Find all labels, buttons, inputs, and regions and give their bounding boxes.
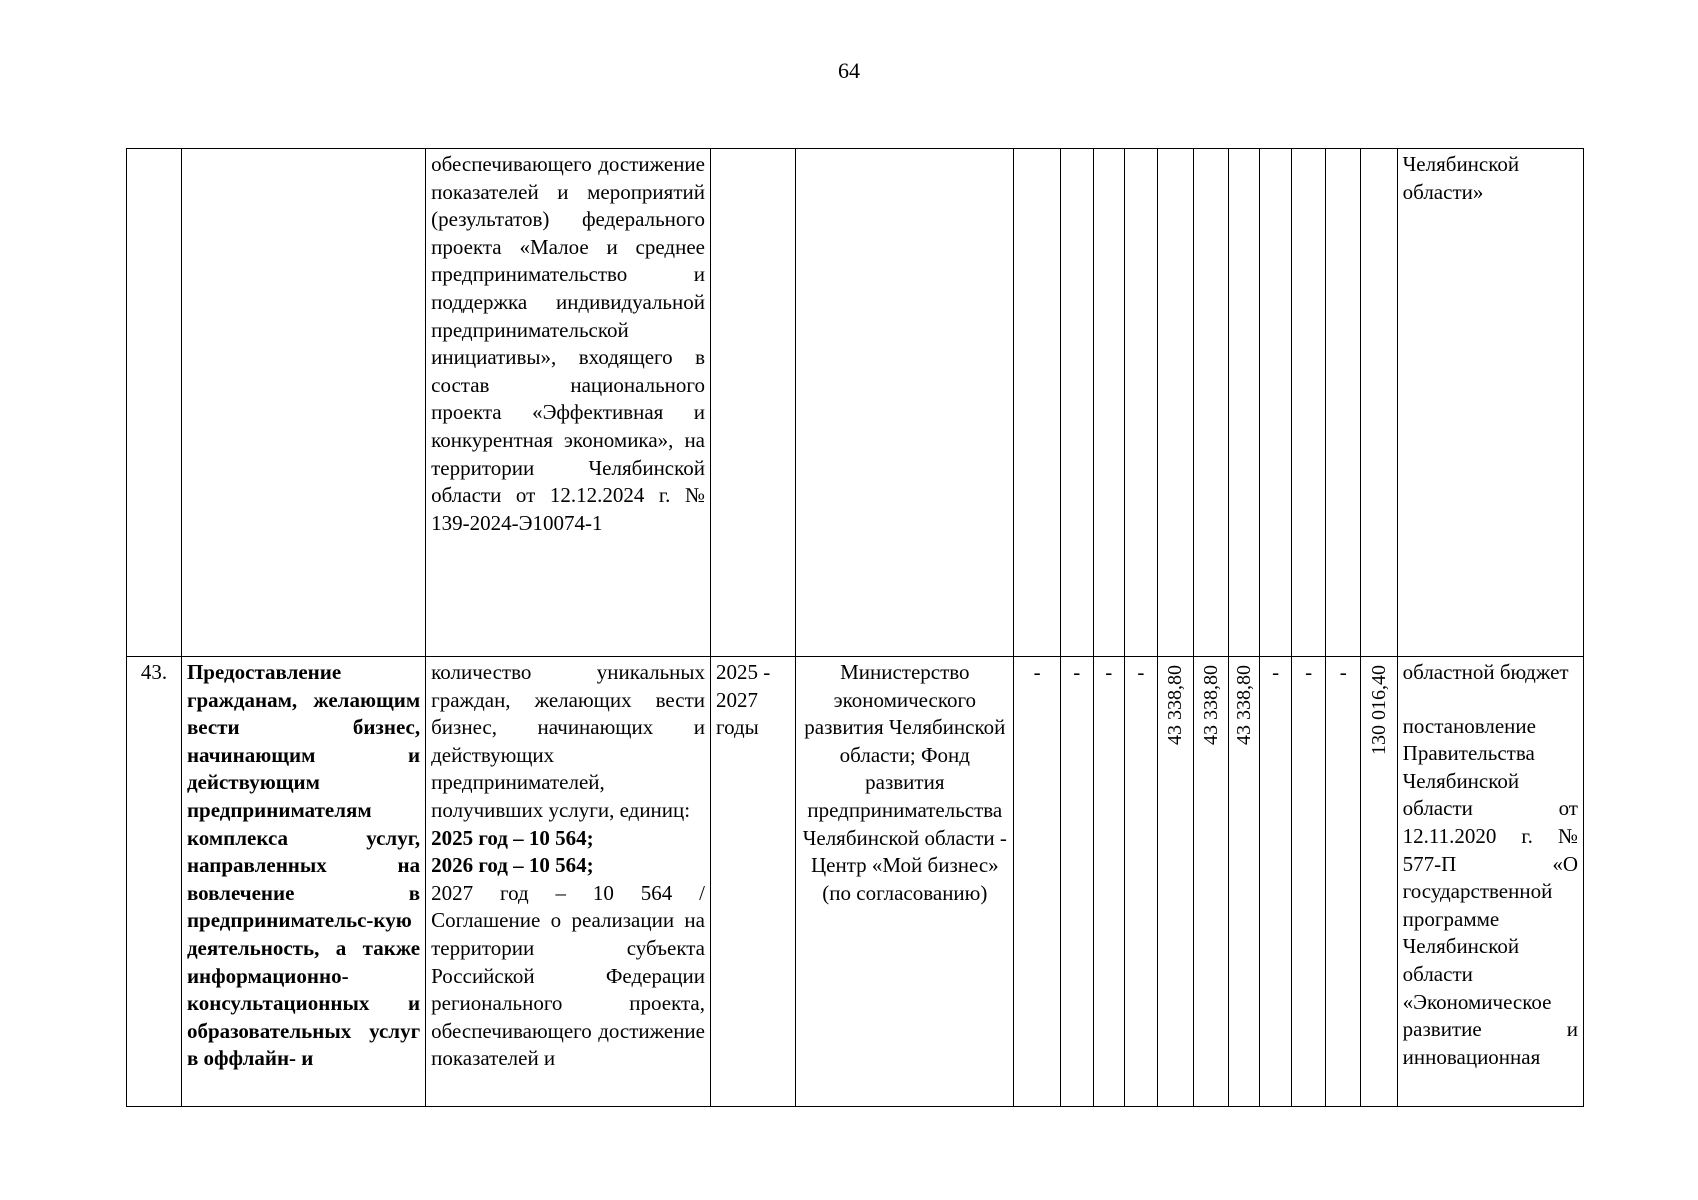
value-cell bbox=[1326, 149, 1361, 657]
total-text: 130 016,40 bbox=[1367, 665, 1390, 755]
value-cell bbox=[1125, 149, 1158, 657]
funding-source: областной бюджет bbox=[1402, 660, 1569, 684]
indicator-2026: 2026 год – 10 564; bbox=[431, 853, 594, 878]
indicator-2027: 2027 год – 10 564 / Соглашение о реализации на территории субъекта Российской Федерации регионального проекта, обеспечивающего достижение показателей и bbox=[431, 880, 705, 1071]
value-cell: - bbox=[1291, 657, 1326, 1107]
row-number-cell bbox=[127, 149, 182, 657]
value-text: 43 338,80 bbox=[1164, 665, 1187, 745]
value-cell: - bbox=[1125, 657, 1158, 1107]
basis-cell bbox=[1397, 657, 1583, 1107]
total-cell bbox=[1361, 149, 1398, 657]
value-cell: - bbox=[1014, 657, 1061, 1107]
executor-cell: Министерство экономического развития Челябинской области; Фонд развития предпринимательства Челябинской области - Центр «Мой бизнес» (по согласованию) bbox=[796, 657, 1014, 1107]
value-cell bbox=[1157, 149, 1194, 657]
page-number: 64 bbox=[838, 58, 860, 83]
activity-name-cell bbox=[181, 149, 425, 657]
value-cell bbox=[1194, 657, 1229, 1107]
table-row bbox=[127, 149, 1584, 657]
indicator-2025: 2025 год – 10 564; bbox=[431, 825, 594, 850]
value-cell bbox=[1228, 149, 1260, 657]
row-number-cell: 43. bbox=[127, 657, 182, 1107]
value-cell bbox=[1014, 149, 1061, 657]
indicator-cell bbox=[426, 657, 711, 1107]
executor-cell bbox=[796, 149, 1014, 657]
value-cell bbox=[1228, 657, 1260, 1107]
indicator-cell: обеспечивающего достижение показателей и мероприятий (результатов) федерального проекта «Малое и среднее предпринимательство и поддержка индивидуальной предпринимательской инициативы», входящего в состав национального проекта «Эффективная и конкурентная экономика», на территории Челябинской области от 12.12.2024 г. № 139-2024-Э10074-1 bbox=[426, 149, 711, 657]
value-cell: - bbox=[1093, 657, 1125, 1107]
value-cell: - bbox=[1326, 657, 1361, 1107]
value-cell bbox=[1194, 149, 1229, 657]
value-cell bbox=[1260, 149, 1292, 657]
period-cell: 2025 - 2027 годы bbox=[711, 657, 796, 1107]
table-row bbox=[127, 657, 1584, 1107]
value-text: 43 338,80 bbox=[1233, 665, 1256, 745]
value-cell: - bbox=[1260, 657, 1292, 1107]
period-cell bbox=[711, 149, 796, 657]
value-cell bbox=[1093, 149, 1125, 657]
value-cell bbox=[1157, 657, 1194, 1107]
legal-basis: постановление Правительства Челябинской области от 12.11.2020 г. № 577-П «О государственной программе Челябинской области «Экономическое развитие и инновационная bbox=[1402, 713, 1578, 1069]
indicator-intro: количество уникальных граждан, желающих вести бизнес, начинающих и действующих предпринимателей, получивших услуги, единиц: bbox=[431, 660, 705, 822]
spacer bbox=[1403, 687, 1578, 713]
value-cell: - bbox=[1060, 657, 1093, 1107]
program-table bbox=[126, 148, 1584, 1107]
total-cell bbox=[1361, 657, 1398, 1107]
value-cell bbox=[1060, 149, 1093, 657]
value-text: 43 338,80 bbox=[1200, 665, 1223, 745]
basis-cell: Челябинской области» bbox=[1397, 149, 1583, 657]
value-cell bbox=[1291, 149, 1326, 657]
activity-name-cell: Предоставление гражданам, желающим вести бизнес, начинающим и действующим предпринимателям комплекса услуг, направленных на вовлечение в предпринимательс-кую деятельность, а также информационно-консультационных и образовательных услуг в оффлайн- и bbox=[181, 657, 425, 1107]
